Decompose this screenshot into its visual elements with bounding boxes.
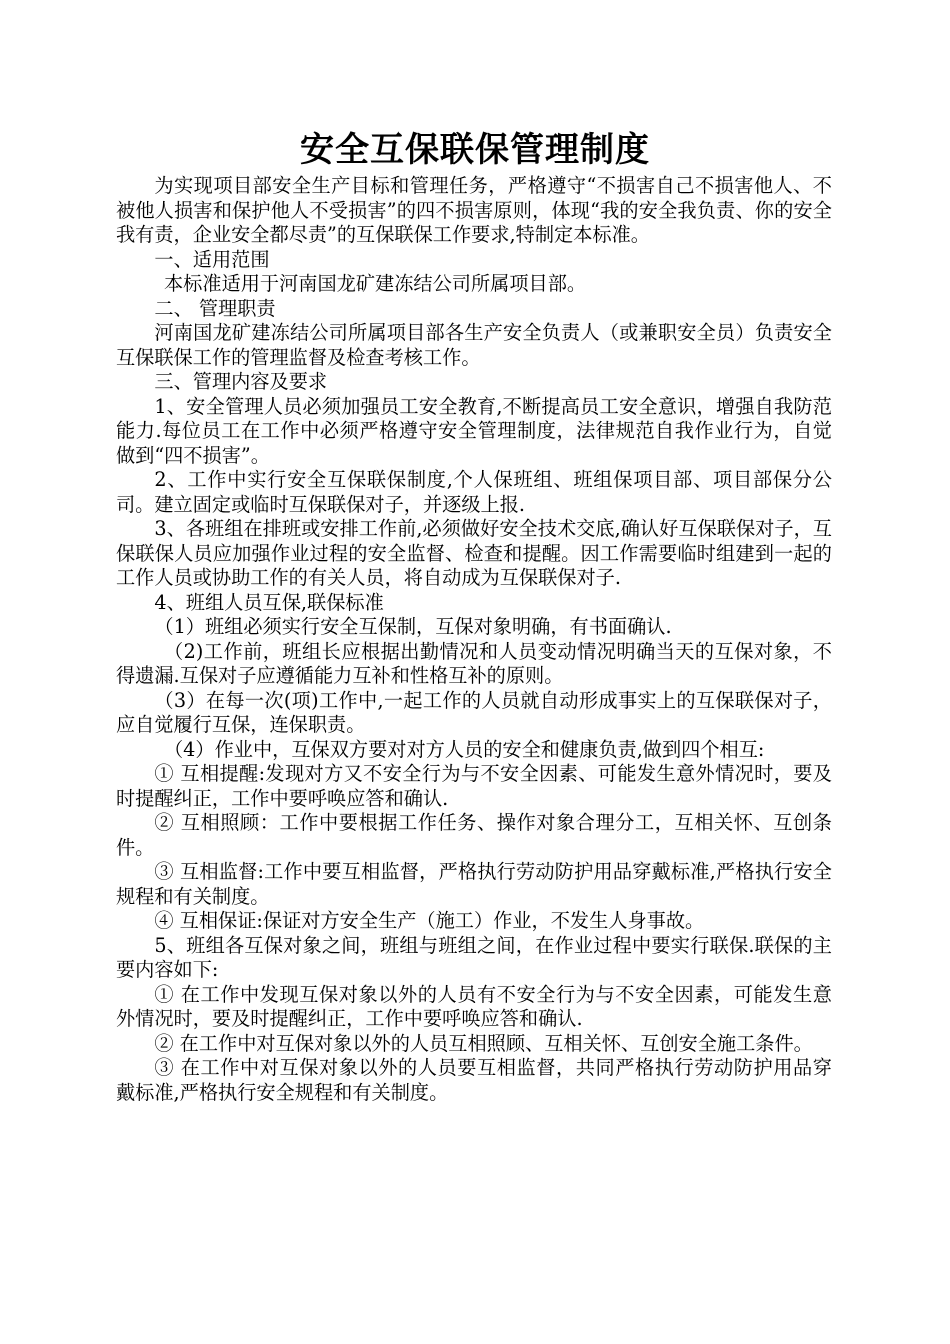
paragraph-item-3: 3、各班组在排班或安排工作前,必须做好安全技术交底,确认好互保联保对子，互保联保人员应加强作业过程的安全监督、检查和提醒。因工作需要临时组建到一起的工作人员或协助工作的有关人员，将自动成为互保联保对子. — [116, 517, 832, 589]
document-title: 安全互保联保管理制度 — [300, 130, 650, 170]
paragraph-item-1: 1、安全管理人员必须加强员工安全教育,不断提高员工安全意识，增强自我防范能力.每位员工在工作中必须严格遵守安全管理制度，法律规范自我作业行为，自觉做到“四不损害”。 — [116, 394, 832, 467]
paragraph-item-5: 5、班组各互保对象之间，班组与班组之间，在作业过程中要实行联保.联保的主要内容如下: — [116, 933, 832, 981]
heading-requirements: 三、管理内容及要求 — [154, 370, 328, 393]
heading-scope: 一、适用范围 — [154, 247, 270, 271]
paragraph-mutual-guarantee: ④ 互相保证:保证对方安全生产（施工）作业，不发生人身事故。 — [154, 909, 705, 932]
paragraph-joint-2: ② 在工作中对互保对象以外的人员互相照顾、互相关怀、互创安全施工条件。 — [154, 1031, 813, 1055]
paragraph-sub-3: （3）在每一次(项)工作中,一起工作的人员就自动形成事实上的互保联保对子，应自觉履行互保，连保职责。 — [116, 688, 832, 736]
document-body — [116, 174, 832, 1105]
paragraph-mutual-supervise: ③ 互相监督:工作中要互相监督，严格执行劳动防护用品穿戴标准,严格执行安全规程和有关制度。 — [116, 860, 832, 908]
paragraph-responsibility: 河南国龙矿建冻结公司所属项目部各生产安全负责人（或兼职安全员）负责安全互保联保工作的管理监督及检查考核工作。 — [116, 321, 832, 369]
paragraph-mutual-remind: ① 互相提醒:发现对方又不安全行为与不安全因素、可能发生意外情况时，要及时提醒纠正，工作中要呼唤应答和确认. — [116, 762, 832, 810]
paragraph-mutual-care: ② 互相照顾：工作中要根据工作任务、操作对象合理分工，互相关怀、互创条件。 — [116, 811, 832, 859]
paragraph-joint-1: ① 在工作中发现互保对象以外的人员有不安全行为与不安全因素，可能发生意外情况时，要及时提醒纠正，工作中要呼唤应答和确认. — [116, 982, 832, 1030]
paragraph-sub-2: （2)工作前，班组长应根据出勤情况和人员变动情况明确当天的互保对象，不得遗漏.互保对子应遵循能力互补和性格互补的原则。 — [116, 639, 832, 687]
paragraph-sub-1: （1）班组必须实行安全互保制，互保对象明确，有书面确认. — [154, 615, 672, 638]
paragraph-intro: 为实现项目部安全生产目标和管理任务，严格遵守“不损害自己不损害他人、不被他人损害和保护他人不受损害”的四不损害原则，体现“我的安全我负责、你的安全我有责，企业安全都尽责”的互保联保工作要求,特制定本标准。 — [116, 174, 832, 246]
paragraph-item-4: 4、班组人员互保,联保标准 — [154, 590, 384, 614]
paragraph-item-2: 2、工作中实行安全互保联保制度,个人保班组、班组保项目部、项目部保分公司。建立固定或临时互保联保对子，并逐级上报. — [116, 468, 832, 516]
paragraph-scope: 本标准适用于河南国龙矿建冻结公司所属项目部。 — [164, 272, 587, 295]
heading-responsibility: 二、 管理职责 — [154, 296, 276, 320]
paragraph-joint-3: ③ 在工作中对互保对象以外的人员要互相监督，共同严格执行劳动防护用品穿戴标准,严格执行安全规程和有关制度。 — [116, 1056, 832, 1104]
paragraph-sub-4: （4）作业中，互保双方要对对方人员的安全和健康负责,做到四个相互: — [164, 737, 765, 761]
